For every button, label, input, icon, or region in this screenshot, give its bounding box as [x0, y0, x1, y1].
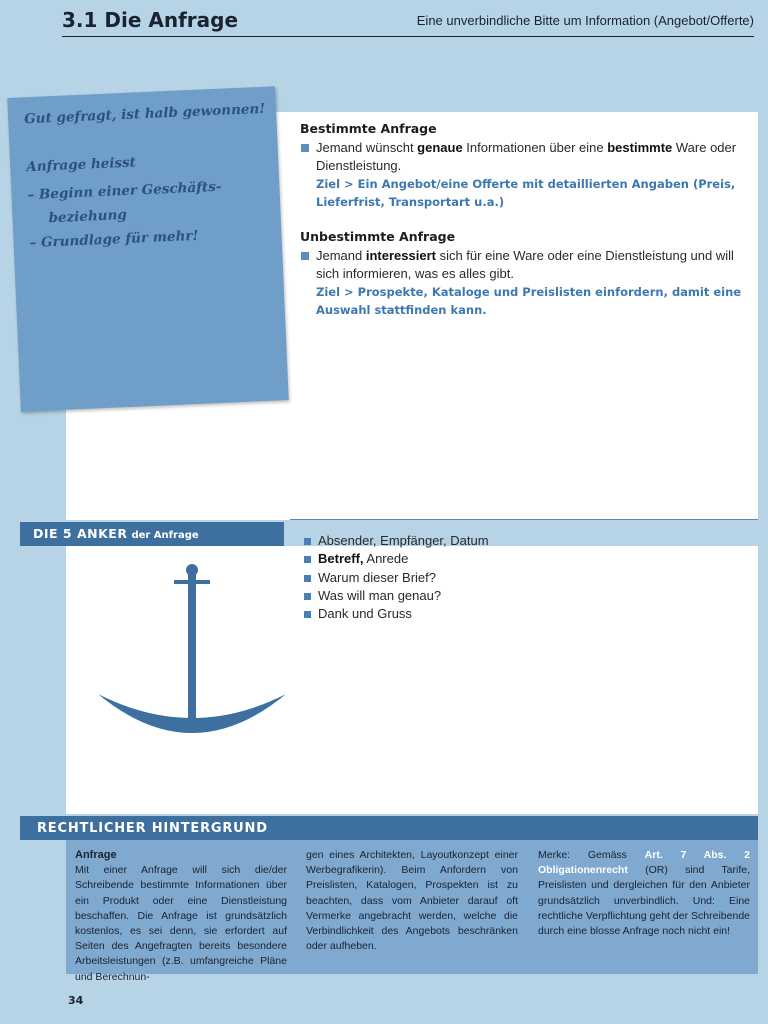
page-subtitle: Eine unverbindliche Bitte um Information (Angebot/Offerte)	[416, 13, 754, 28]
header-divider	[62, 36, 754, 37]
note-line: Gut gefragt, ist halb gewonnen!	[23, 100, 266, 128]
square-bullet-icon	[304, 611, 311, 618]
unspecific-request-text: Jemand interessiert sich für eine Ware oder eine Dienstleistung und will sich informieren, was es alles gibt.	[300, 247, 752, 283]
note-line: beziehung	[48, 206, 128, 227]
legal-column-1	[75, 848, 287, 985]
legal-column-text: gen eines Architekten, Layoutkonzept einer Werbegrafikerin). Beim Anfordern von Preislisten, Katalogen, Prospekten ist zu beachten, dass vom Anbieter darauf oft Vermerke angebracht werden, welche die Verbindlichkeit des Angebots beschränken oder aufheben.	[306, 849, 518, 953]
page-title: 3.1 Die Anfrage	[62, 8, 239, 32]
law-reference: Art. 7 Abs. 2 Obligationenrecht	[538, 849, 750, 877]
specific-request-text: Jemand wünscht genaue Informationen über eine bestimmte Ware oder Dienstleistung.	[300, 139, 752, 175]
anchor-heading: DIE 5 ANKER der Anfrage	[33, 526, 199, 541]
list-item: Betreff, Anrede	[302, 550, 489, 568]
anchor-icon	[96, 562, 288, 738]
specific-request-goal: Ziel > Ein Angebot/eine Offerte mit detaillierten Angaben (Preis, Lieferfrist, Transportart u.a.)	[316, 177, 736, 209]
specific-request-title: Bestimmte Anfrage	[300, 121, 437, 136]
page-number: 34	[68, 994, 84, 1007]
unspecific-request-title: Unbestimmte Anfrage	[300, 229, 456, 244]
square-bullet-icon	[304, 538, 311, 545]
note-line: – Grundlage für mehr!	[29, 227, 199, 252]
note-line: Anfrage heisst	[25, 154, 137, 176]
anchor-list	[302, 532, 489, 623]
legal-column-3: Merke: Gemäss Art. 7 Abs. 2 Obligationenrecht (OR) sind Tarife, Preislisten und dergleichen für den Anbieter grundsätzlich unverbindlich. Und: Eine rechtliche Verpflichtung geht der Schreibende durch eine blosse Anfrage noch nicht ein!	[538, 849, 750, 938]
square-bullet-icon	[304, 593, 311, 600]
legal-column-text: Mit einer Anfrage will sich die/der Schreibende bestimmte Informationen über ein Produkt oder eine Dienstleistung beschaffen. Die Anfrage ist grundsätzlich kostenlos, es sei denn, sie erfordert auf Seiten des Angefragten bereits besondere Arbeitsleistungen (z.B. umfangreiche Pläne und Berechnun-	[75, 864, 287, 983]
square-bullet-icon	[304, 556, 311, 563]
legal-heading: RECHTLICHER HINTERGRUND	[37, 821, 268, 836]
square-bullet-icon	[301, 252, 309, 260]
unspecific-request-section	[300, 229, 752, 319]
list-item: Absender, Empfänger, Datum	[302, 532, 489, 550]
square-bullet-icon	[301, 144, 309, 152]
list-item: Warum dieser Brief?	[302, 569, 489, 587]
legal-column-2	[306, 848, 518, 954]
section-divider	[290, 519, 758, 520]
legal-column-title: Anfrage	[75, 849, 117, 861]
list-item: Was will man genau?	[302, 587, 489, 605]
specific-request-section	[300, 121, 752, 211]
handwritten-note	[7, 86, 288, 411]
unspecific-request-goal: Ziel > Prospekte, Kataloge und Preislisten einfordern, damit eine Auswahl stattfinden kann.	[316, 285, 742, 317]
square-bullet-icon	[304, 575, 311, 582]
note-line: – Beginn einer Geschäfts-	[27, 178, 222, 204]
list-item: Dank und Gruss	[302, 605, 489, 623]
